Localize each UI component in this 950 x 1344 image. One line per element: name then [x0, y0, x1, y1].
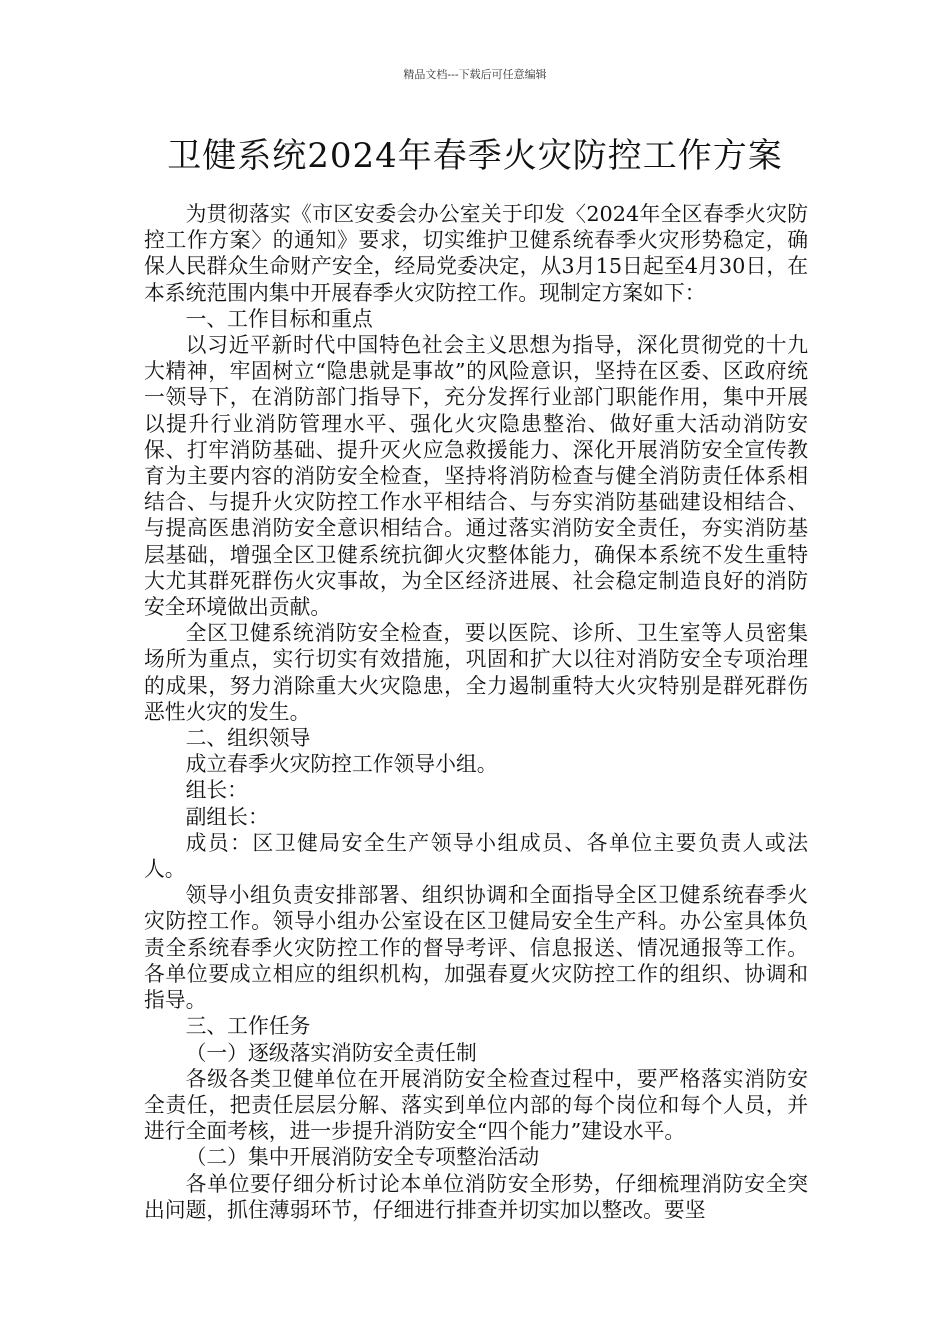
document-title: 卫健系统2024年春季火灾防控工作方案 [167, 136, 783, 176]
body-paragraph: 以习近平新时代中国特色社会主义思想为指导，深化贯彻党的十九大精神，牢固树立“隐患就是事故”的风险意识，坚持在区委、区政府统一领导下，在消防部门指导下，充分发挥行业部门职能作用，集中开展以提升行业消防管理水平、强化火灾隐患整治、做好重大活动消防安保、打牢消防基础、提升灭火应急救援能力、深化开展消防安全宣传教育为主要内容的消防安全检查，坚持将消防检查与健全消防责任体系相结合、与提升火灾防控工作水平相结合、与夯实消防基础建设相结合、与提高医患消防安全意识相结合。通过落实消防安全责任，夯实消防基层基础，增强全区卫健系统抗御火灾整体能力，确保本系统不发生重特大尤其群死群伤火灾事故，为全区经济进展、社会稳定制造良好的消防安全环境做出贡献。 [144, 333, 808, 620]
intro-paragraph: 为贯彻落实《市区安委会办公室关于印发〈2024年全区春季火灾防控工作方案〉的通知》要求，切实维护卫健系统春季火灾形势稳定，确保人民群众生命财产安全，经局党委决定，从3月15日起至4月30日，在本系统范围内集中开展春季火灾防控工作。现制定方案如下： [144, 202, 808, 305]
header-note: 精品文档---下载后可任意编辑 [403, 68, 547, 81]
body-paragraph: 各单位要仔细分析讨论本单位消防安全形势，仔细梳理消防安全突出问题，抓住薄弱环节，仔细进行排查并切实加以整改。要坚 [144, 1171, 808, 1222]
section-heading: 二、组织领导 [185, 726, 311, 751]
leader-line: 组长： [185, 778, 248, 803]
members-line: 成员：区卫健局安全生产领导小组成员、各单位主要负责人或法人。 [144, 830, 808, 882]
body-paragraph: 各级各类卫健单位在开展消防安全检查过程中，要严格落实消防安全责任，把责任层层分解、落实到单位内部的每个岗位和每个人员，并进行全面考核，进一步提升消防安全“四个能力”建设水平。 [144, 1066, 808, 1144]
deputy-leader-line: 副组长： [185, 804, 269, 829]
section-heading: 一、工作目标和重点 [185, 306, 373, 331]
subsection-heading: （一）逐级落实消防安全责任制 [185, 1040, 477, 1065]
subsection-heading: （二）集中开展消防安全专项整治活动 [185, 1145, 540, 1170]
section-heading: 三、工作任务 [185, 1014, 311, 1039]
body-paragraph: 全区卫健系统消防安全检查，要以医院、诊所、卫生室等人员密集场所为重点，实行切实有效措施，巩固和扩大以往对消防安全专项治理的成果，努力消除重大火灾隐患，全力遏制重特大火灾特别是群死群伤恶性火灾的发生。 [144, 621, 808, 724]
body-paragraph: 成立春季火灾防控工作领导小组。 [185, 752, 498, 777]
body-paragraph: 领导小组负责安排部署、组织协调和全面指导全区卫健系统春季火灾防控工作。领导小组办公室设在区卫健局安全生产科。办公室具体负责全系统春季火灾防控工作的督导考评、信息报送、情况通报等工作。各单位要成立相应的组织机构，加强春夏火灾防控工作的组织、协调和指导。 [144, 883, 808, 1013]
document-body [144, 201, 808, 1223]
